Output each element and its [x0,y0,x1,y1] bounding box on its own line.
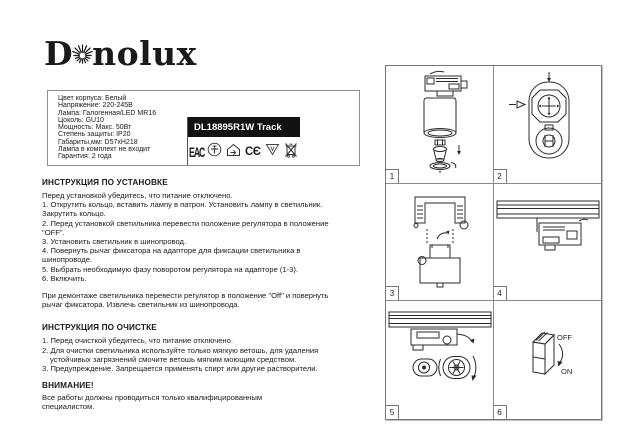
spec-line: Степень защиты: IP20 [58,131,131,139]
track-cross-section-icon [387,187,493,291]
diagram-panel-5 [386,301,494,419]
cleaning-section [42,323,342,373]
weee-crossed-bin-icon [284,142,298,163]
panel-number: 6 [494,405,507,419]
diagram-panel-1 [386,66,494,184]
spec-box [47,90,360,166]
cleaning-step: 1. Перед очисткой убедитесь, что питание отключено. [42,336,233,346]
spec-line: Цвет корпуса: Белый [58,95,127,102]
panel-number: 4 [494,286,507,300]
install-step: 6. Включить. [42,273,87,283]
diagram-panel-4 [494,184,602,302]
install-step: 5. Выбрать необходимую фазу поворотом регулятора на адапторе (1-3). [42,264,299,274]
adapter-regulator-icon [495,69,601,173]
cleaning-step: 2. Для очистки светильника используйте только мягкую ветошь, для удаления устойчивых загрязнений смочите ветошь мягким моющим средством. [42,345,319,364]
spec-line: Цоколь: GU10 [58,116,104,124]
spec-line: Лампа в комплект не входит [58,146,151,154]
logo-text-d: D [44,34,74,73]
panel-number: 3 [386,286,399,300]
diagram-panel-2 [494,66,602,184]
brand-logo [44,36,197,74]
warning-text: Все работы должны проводиться только квалифицированным специалистом. [42,393,263,412]
spec-line: Габариты,мм: D57хН218 [58,138,138,146]
rostest-circle-icon [207,142,222,162]
install-step: 2. Перед установкой светильника перевести положение регулятора в положение "OFF". [42,218,329,237]
spec-line: Лампа: Галогенная/LED MR16 [58,109,157,117]
cleaning-step: 3. Предупреждение. Запрещается применять спирт или другие растворители. [42,364,318,374]
panel-number: 2 [494,169,507,183]
install-step: 3. Установить светильник в шинопровод. [42,237,187,247]
install-step: 4. Повернуть рычаг фиксатора на адапторе для фиксации светильника в шинопроводе. [42,246,301,265]
starburst-icon [71,38,94,74]
switch-on-label: ON [560,367,572,377]
fixture-on-track-icon [495,187,601,291]
spec-line: Гарантия: 2 года [58,153,112,161]
spec-line: Мощность: Макс. 50Вт [58,124,132,132]
diagram-grid [385,65,602,420]
cleaning-title: ИНСТРУКЦИЯ ПО ОЧИСТКЕ [42,323,157,333]
instructions-column [42,178,342,412]
warning-title: ВНИМАНИЕ! [42,381,94,391]
logo-text-nolux: nolux [92,34,197,73]
install-title: ИНСТРУКЦИЯ ПО УСТАНОВКЕ [42,178,168,187]
warning-section [42,381,342,411]
diagram-panel-6 [494,301,602,419]
dismantle-note: При демонтаже светильника перевести регулятор в положение "Off" и повернуть рычаг фиксатора. Извлечь светильник из шинопровода. [42,291,329,310]
indoor-use-house-icon [226,143,241,162]
diagram-panel-3 [386,184,494,302]
power-switch-icon [495,304,601,408]
ce-mark-icon: CЄ [245,146,261,158]
panel-number: 1 [386,169,399,183]
spec-line: Напряжение: 220-245В [58,102,133,110]
install-step: 1. Открутить кольцо, вставить лампу в патрон. Установить лампу в светильник. Закрутить кольцо. [42,200,323,219]
eac-mark-icon: ЕАС [189,144,205,160]
spec-list [58,95,156,161]
exploded-lamp-assembly-icon [387,69,493,173]
model-badge: DL18895R1W Track [188,117,300,137]
lock-lever-rotation-icon [387,304,493,408]
certification-row [189,140,309,164]
switch-off-label: OFF [556,333,572,343]
panel-number: 5 [386,405,399,419]
triangle-v-mark-icon [265,143,280,161]
install-section [42,178,342,309]
install-intro: Перед установкой убедитесь, что питание отключено. [42,191,233,200]
